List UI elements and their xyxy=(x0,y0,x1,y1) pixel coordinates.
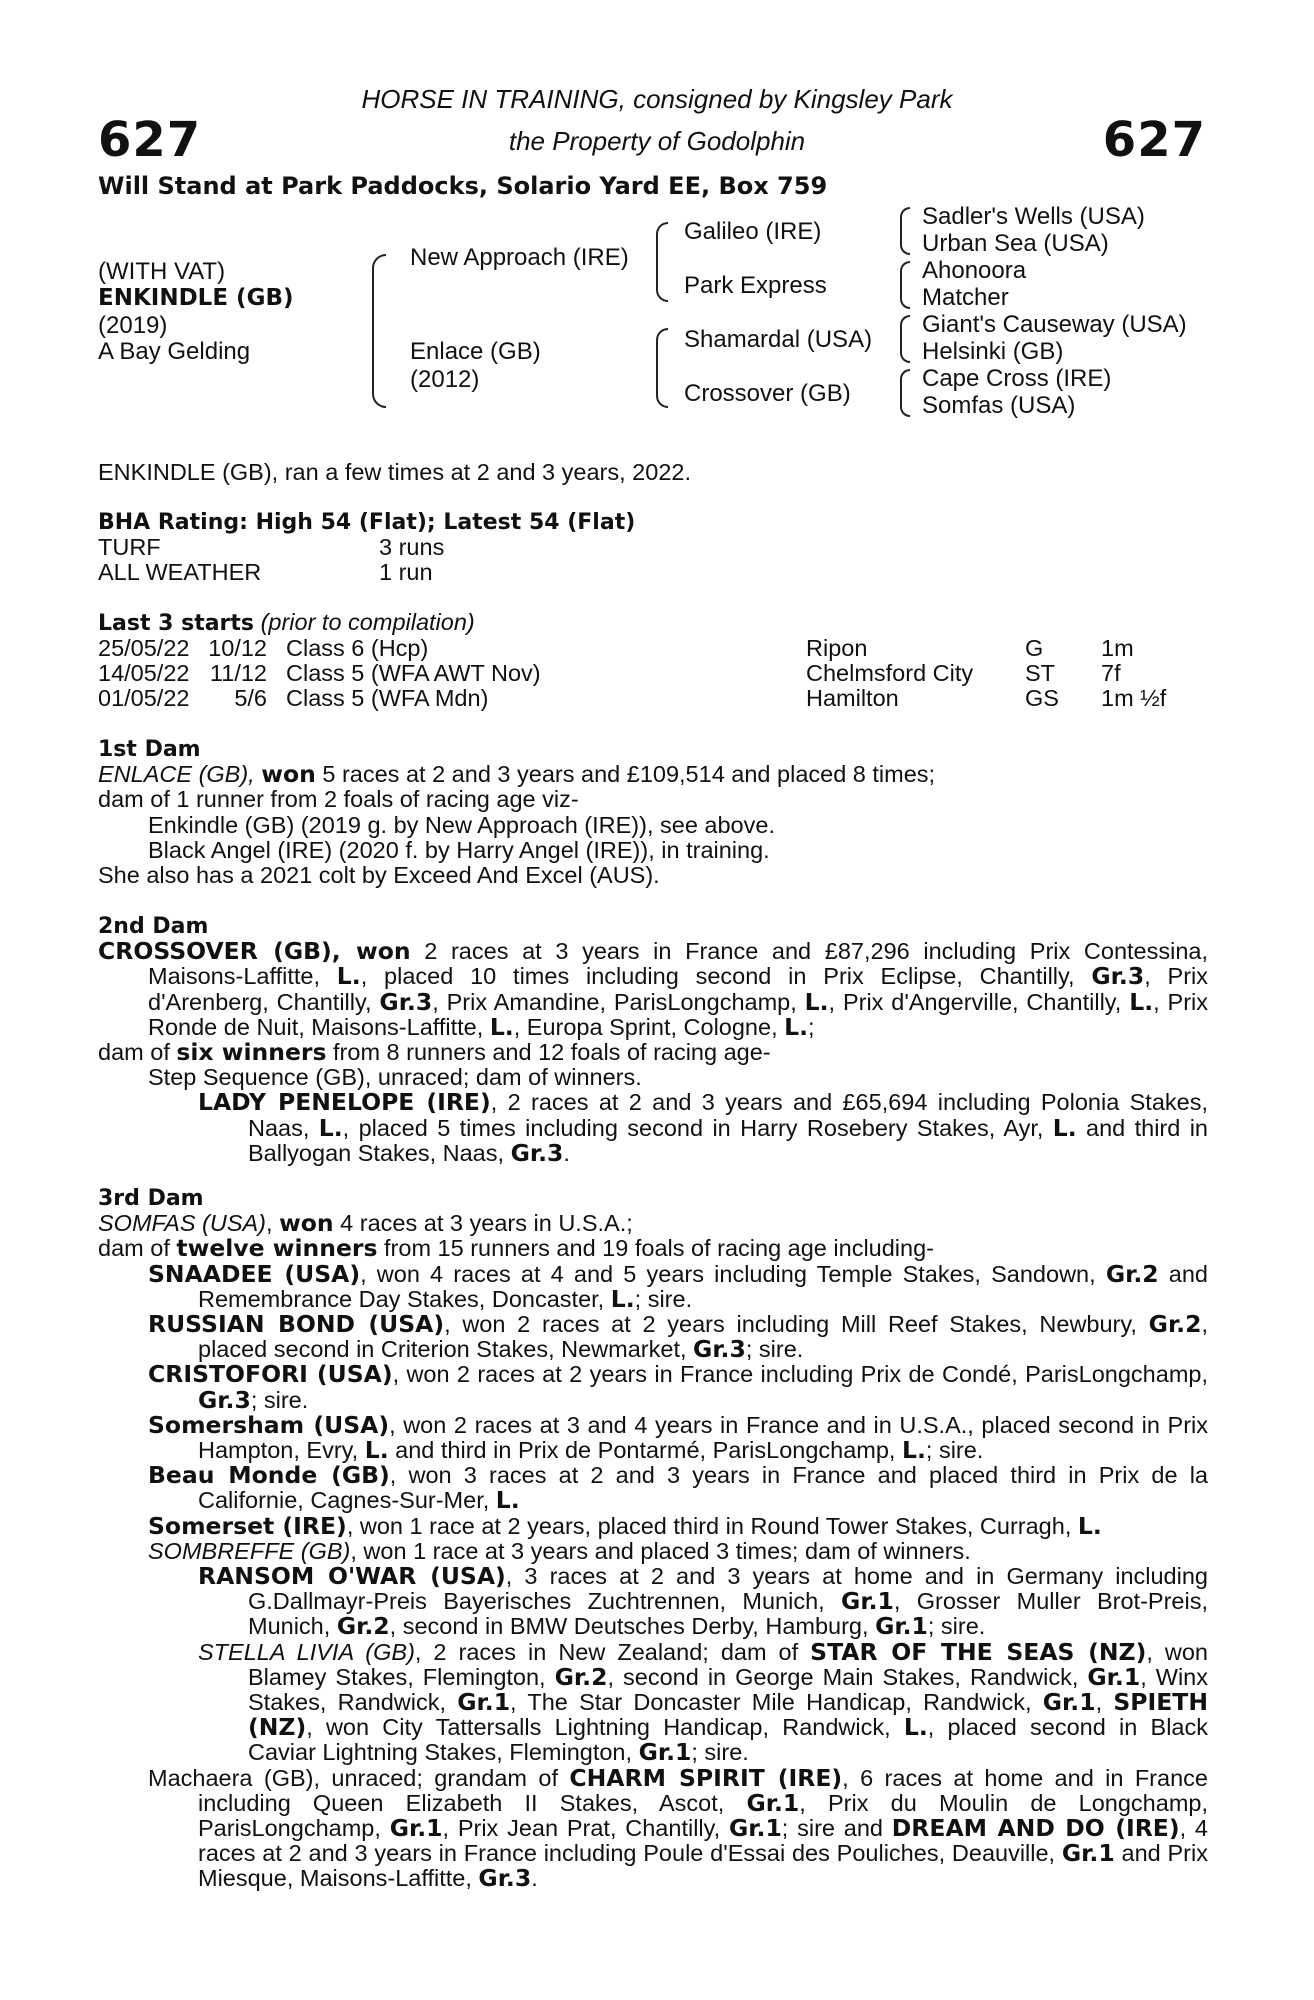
bold-text: L. xyxy=(804,987,829,1016)
start-race: Class 5 (WFA Mdn) xyxy=(286,685,489,712)
start-course: Hamilton xyxy=(806,685,899,712)
text-run: and Prix Miesque, Maisons-Laffitte, xyxy=(198,1840,1208,1892)
text-run: ; xyxy=(808,1013,815,1040)
pedigree-paragraph xyxy=(98,1236,1208,1261)
start-row xyxy=(98,661,1208,686)
pedigree-paragraph xyxy=(98,1763,1208,1893)
text-run: . xyxy=(563,1139,570,1166)
vat-label: (WITH VAT) xyxy=(98,258,226,285)
rating-row xyxy=(98,560,1208,585)
bold-text: Somersham (USA) xyxy=(148,1410,390,1439)
text-run: ; sire. xyxy=(634,1285,693,1312)
bold-text: Gr.1 xyxy=(1087,1662,1141,1691)
brace-ss xyxy=(900,207,910,255)
start-going: GS xyxy=(1025,685,1059,712)
starts-note: (prior to compilation) xyxy=(260,609,475,635)
bold-text: won xyxy=(279,1209,334,1238)
dd-dam: Somfas (USA) xyxy=(922,392,1076,419)
starts-title: Last 3 starts xyxy=(98,611,255,636)
lot-number-left: 627 xyxy=(98,112,202,168)
horse-description: A Bay Gelding xyxy=(98,338,251,365)
text-run: , won 4 races at 4 and 5 years including Temple Stakes, Sandown, xyxy=(360,1260,1106,1287)
text-run: ; sire. xyxy=(250,1386,309,1413)
text-run: 2 races at 3 years in France and £87,296 including Prix Contessina, Maisons-Laffitte, xyxy=(148,938,1208,990)
italic-text: SOMBREFFE (GB) xyxy=(148,1537,351,1564)
pedigree-paragraph xyxy=(98,939,1208,1040)
first-dam-name: ENLACE (GB), xyxy=(98,761,262,788)
text-run: and Remembrance Day Stakes, Doncaster, xyxy=(198,1260,1208,1312)
surface: ALL WEATHER xyxy=(98,559,262,586)
bold-text: Gr.3 xyxy=(693,1335,746,1364)
text-run: , Prix du Moulin de Longchamp, ParisLongchamp, xyxy=(198,1789,1208,1842)
bold-text: Gr.1 xyxy=(746,1788,800,1817)
text-run: , placed 5 times including second in Harry Rosebery Stakes, Ayr, xyxy=(342,1114,1053,1141)
text-run: , won 3 races at 2 and 3 years in France and placed third in Prix de la Californie, Cagnes-Sur-Mer, xyxy=(198,1462,1208,1514)
brace-dam xyxy=(656,328,668,408)
bold-text: LADY PENELOPE (IRE) xyxy=(198,1088,491,1117)
bold-text: Gr.2 xyxy=(336,1612,390,1641)
bold-text: Gr.1 xyxy=(841,1587,894,1616)
bold-text: L. xyxy=(489,1012,514,1041)
bold-text: Gr.1 xyxy=(638,1738,692,1767)
start-dist: 1m ½f xyxy=(1101,685,1167,712)
start-date: 14/05/22 xyxy=(98,660,190,687)
start-pos: 10/12 xyxy=(208,635,267,662)
text-run: , Prix d'Arenberg, Chantilly, xyxy=(148,963,1208,1015)
text-run: , Prix Jean Prat, Chantilly, xyxy=(442,1815,729,1842)
bold-text: Gr.3 xyxy=(1091,962,1145,991)
pedigree-paragraph xyxy=(98,1211,1208,1236)
runs: 1 run xyxy=(379,559,433,586)
sire: New Approach (IRE) xyxy=(410,244,629,271)
pedigree-paragraph xyxy=(98,1463,1208,1513)
ds-sire: Giant's Causeway (USA) xyxy=(922,311,1187,338)
text-run: , won 2 races at 2 years including Mill Reef Stakes, Newbury, xyxy=(444,1311,1149,1338)
bold-text: Gr.3 xyxy=(478,1864,532,1893)
third-dam-heading: 3rd Dam xyxy=(98,1186,204,1211)
start-course: Chelmsford City xyxy=(806,660,974,687)
bold-text: L. xyxy=(1052,1113,1077,1142)
first-dam-heading: 1st Dam xyxy=(98,737,201,762)
consignment-line: HORSE IN TRAINING, consigned by Kingsley Park xyxy=(361,84,953,114)
pedigree-paragraph xyxy=(98,1065,1208,1090)
bold-text: CROSSOVER (GB), won xyxy=(98,937,411,966)
text-run: , placed second in Black Caviar Lightning Stakes, Flemington, xyxy=(248,1714,1208,1766)
text-run: , Prix d'Angerville, Chantilly, xyxy=(828,988,1130,1015)
start-race: Class 6 (Hcp) xyxy=(286,635,429,662)
text-run: , won City Tattersalls Lightning Handicap, Randwick, xyxy=(306,1714,904,1741)
bold-text: L. xyxy=(610,1284,635,1313)
bold-text: Gr.1 xyxy=(457,1688,511,1717)
brace-sd xyxy=(900,261,910,309)
third-dam-section xyxy=(98,1186,1208,1892)
text-run: , second in BMW Deutsches Derby, Hamburg, xyxy=(389,1613,876,1640)
bold-text: DREAM AND DO (IRE) xyxy=(891,1814,1180,1843)
text-run: dam of xyxy=(98,1039,177,1066)
second-dam-heading: 2nd Dam xyxy=(98,914,209,939)
first-dam-note: She also has a 2021 colt by Exceed And Excel (AUS). xyxy=(98,862,660,889)
stand-location: Will Stand at Park Paddocks, Solario Yard EE, Box 759 xyxy=(98,172,828,200)
text-run: ; sire. xyxy=(691,1739,749,1766)
start-race: Class 5 (WFA AWT Nov) xyxy=(286,660,541,687)
text-run: , won 1 race at 3 years and placed 3 times; dam of winners. xyxy=(350,1537,971,1564)
pedigree-paragraph xyxy=(98,1040,1208,1065)
bold-text: Somerset (IRE) xyxy=(148,1511,347,1540)
text-run: , won 2 races at 3 and 4 years in France and in U.S.A., placed second in Prix Hampton, Evry, xyxy=(198,1411,1208,1464)
bold-text: Gr.2 xyxy=(1148,1310,1202,1339)
text-run: , Grosser Muller Brot-Preis, Munich, xyxy=(248,1588,1208,1640)
bold-text: Gr.1 xyxy=(728,1814,782,1843)
text-run: 4 races at 3 years in U.S.A.; xyxy=(333,1210,633,1237)
text-run: ; sire. xyxy=(927,1613,986,1640)
dam-dam: Crossover (GB) xyxy=(684,380,851,407)
sire-sire: Galileo (IRE) xyxy=(684,218,822,245)
start-going: ST xyxy=(1025,660,1056,687)
ss-dam: Urban Sea (USA) xyxy=(922,230,1109,257)
text-run: , The Star Doncaster Mile Handicap, Randwick, xyxy=(510,1689,1043,1716)
horse-name: ENKINDLE (GB) xyxy=(98,285,294,311)
bold-text: Gr.2 xyxy=(554,1662,608,1691)
bold-text: Gr.3 xyxy=(198,1385,251,1414)
text-run: , 4 races at 2 and 3 years in France including Poule d'Essai des Pouliches, Deauville, xyxy=(198,1815,1208,1867)
sd-dam: Matcher xyxy=(922,284,1009,311)
race-summary: ENKINDLE (GB), ran a few times at 2 and 3 years, 2022. xyxy=(98,459,691,485)
bold-text: Beau Monde (GB) xyxy=(148,1461,390,1490)
bold-text: L. xyxy=(1129,987,1154,1016)
start-dist: 1m xyxy=(1101,635,1134,662)
text-run: from 15 runners and 19 foals of racing age including- xyxy=(377,1235,934,1262)
bold-text: L. xyxy=(784,1012,809,1041)
pedigree-paragraph xyxy=(98,1511,1208,1540)
bold-text: L. xyxy=(1077,1511,1102,1540)
text-run: , Prix Amandine, ParisLongchamp, xyxy=(432,988,805,1015)
bold-text: L. xyxy=(903,1713,928,1742)
text-run: , Europa Sprint, Cologne, xyxy=(513,1013,785,1040)
rating-row xyxy=(98,535,1208,560)
bold-text: RUSSIAN BOND (USA) xyxy=(148,1310,445,1339)
lot-number-right: 627 xyxy=(1102,112,1206,168)
bold-text: Gr.1 xyxy=(389,1814,443,1843)
runs: 3 runs xyxy=(379,534,445,561)
brace-dd xyxy=(900,369,910,417)
bold-text: RANSOM O'WAR (USA) xyxy=(198,1562,506,1591)
start-dist: 7f xyxy=(1101,660,1121,687)
produce-item: Enkindle (GB) (2019 g. by New Approach (IRE)), see above. xyxy=(148,811,775,838)
pedigree-paragraph xyxy=(98,1362,1208,1412)
second-dam-section xyxy=(98,914,1208,1166)
sire-dam: Park Express xyxy=(684,272,827,299)
text-run: Step Sequence (GB), unraced; dam of winners. xyxy=(148,1064,642,1091)
pedigree-paragraph xyxy=(98,1259,1208,1313)
brace-gen1 xyxy=(372,254,386,408)
text-run: ; sire and xyxy=(781,1815,892,1842)
start-going: G xyxy=(1025,635,1044,662)
bold-text: SPIETH (NZ) xyxy=(248,1688,1208,1742)
bold-text: CRISTOFORI (USA) xyxy=(148,1360,393,1389)
text-run: and third in Ballyogan Stakes, Naas, xyxy=(248,1114,1208,1166)
text-run: , won Blamey Stakes, Flemington, xyxy=(248,1638,1208,1690)
last-starts-section xyxy=(98,610,1208,711)
text-run: ; sire. xyxy=(745,1336,804,1363)
bold-text: Gr.2 xyxy=(1105,1259,1159,1288)
bold-text: L. xyxy=(336,962,361,991)
text-run: dam of xyxy=(98,1235,177,1262)
first-dam-section xyxy=(98,737,1208,888)
dd-sire: Cape Cross (IRE) xyxy=(922,365,1112,392)
text-run: , placed 10 times including second in Prix Eclipse, Chantilly, xyxy=(360,963,1092,990)
bold-text: six winners xyxy=(176,1038,327,1067)
dam: Enlace (GB) xyxy=(410,338,541,365)
text-run: , xyxy=(1095,1689,1114,1716)
brace-ds xyxy=(900,315,910,363)
text-run: ; sire. xyxy=(925,1437,984,1464)
start-date: 25/05/22 xyxy=(98,635,190,662)
bold-text: SNAADEE (USA) xyxy=(148,1259,361,1288)
first-dam-record: 5 races at 2 and 3 years and £109,514 and placed 8 times; xyxy=(315,761,936,788)
pedigree-paragraph xyxy=(98,1090,1208,1166)
text-run: , Prix Ronde de Nuit, Maisons-Laffitte, xyxy=(148,988,1208,1040)
dam-year: (2012) xyxy=(410,366,480,393)
text-run: , placed second in Criterion Stakes, Newmarket, xyxy=(198,1311,1208,1363)
text-run: and third in Prix de Pontarmé, ParisLongchamp, xyxy=(388,1437,902,1464)
first-dam-produce-intro: dam of 1 runner from 2 foals of racing age viz- xyxy=(98,786,579,813)
bold-text: Gr.1 xyxy=(875,1612,928,1641)
text-run: , Winx Stakes, Randwick, xyxy=(248,1663,1208,1716)
ss-sire: Sadler's Wells (USA) xyxy=(922,203,1145,230)
text-run: , 3 races at 2 and 3 years at home and in Germany including G.Dallmayr-Preis Bayerisches Zuchtrennen, Munich, xyxy=(248,1563,1208,1615)
bold-text: Gr.1 xyxy=(1042,1688,1096,1717)
start-pos: 11/12 xyxy=(209,660,267,687)
start-date: 01/05/22 xyxy=(98,685,190,712)
italic-text: SOMFAS (USA) xyxy=(98,1210,266,1237)
text-run: , xyxy=(266,1210,280,1237)
text-run: , 2 races in New Zealand; dam of xyxy=(414,1638,811,1665)
bold-text: L. xyxy=(318,1113,343,1142)
bold-text: Gr.3 xyxy=(379,987,433,1016)
bold-text: Gr.3 xyxy=(510,1138,564,1167)
sd-sire: Ahonoora xyxy=(922,257,1027,284)
surface: TURF xyxy=(98,534,161,561)
text-run: , 6 races at home and in France including Queen Elizabeth II Stakes, Ascot, xyxy=(198,1764,1208,1816)
produce-item: Black Angel (IRE) (2020 f. by Harry Angel (IRE)), in training. xyxy=(148,836,770,863)
ds-dam: Helsinki (GB) xyxy=(922,338,1064,365)
bold-text: L. xyxy=(364,1436,389,1465)
start-row xyxy=(98,686,1208,711)
dam-sire: Shamardal (USA) xyxy=(684,326,873,353)
start-row xyxy=(98,636,1208,661)
pedigree-paragraph xyxy=(98,1539,1208,1564)
bold-text: CHARM SPIRIT (IRE) xyxy=(569,1763,843,1792)
start-course: Ripon xyxy=(806,635,868,662)
start-pos: 5/6 xyxy=(234,685,267,712)
text-run: Machaera (GB), unraced; grandam of xyxy=(148,1764,570,1791)
property-line: the Property of Godolphin xyxy=(508,126,806,156)
bold-text: twelve winners xyxy=(176,1234,378,1263)
pedigree-paragraph xyxy=(98,1564,1208,1640)
rating-section xyxy=(98,510,1208,585)
pedigree-paragraph xyxy=(98,1410,1208,1465)
rating-title: BHA Rating: High 54 (Flat); Latest 54 (Flat) xyxy=(98,510,636,535)
text-run: , second in George Main Stakes, Randwick, xyxy=(607,1663,1088,1690)
horse-year: (2019) xyxy=(98,312,168,339)
text-run: , 2 races at 2 and 3 years and £65,694 including Polonia Stakes, Naas, xyxy=(248,1089,1208,1141)
text-run: , won 1 race at 2 years, placed third in Round Tower Stakes, Curragh, xyxy=(346,1512,1078,1539)
brace-sire xyxy=(656,222,668,302)
pedigree-paragraph xyxy=(98,1637,1208,1767)
italic-text: STELLA LIVIA (GB) xyxy=(198,1638,415,1665)
pedigree-paragraph xyxy=(98,1312,1208,1362)
bold-text: L. xyxy=(495,1486,520,1515)
bold-text: L. xyxy=(902,1436,926,1465)
text-run: from 8 runners and 12 foals of racing age- xyxy=(326,1039,771,1066)
bold-text: Gr.1 xyxy=(1061,1839,1115,1868)
text-run: . xyxy=(531,1865,538,1892)
text-run: , won 2 races at 2 years in France including Prix de Condé, ParisLongchamp, xyxy=(392,1361,1208,1388)
bold-text: STAR OF THE SEAS (NZ) xyxy=(810,1637,1147,1666)
won-label: won xyxy=(261,760,316,789)
